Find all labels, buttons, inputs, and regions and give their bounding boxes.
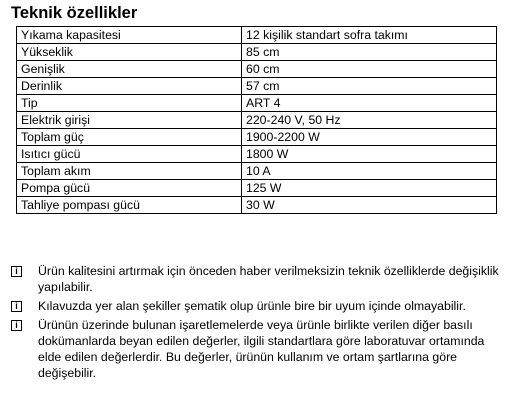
spec-label: Pompa gücü [17,180,242,197]
spec-label: Yıkama kapasitesi [17,27,242,44]
spec-value: 125 W [242,180,497,197]
spec-value: 60 cm [242,61,497,78]
spec-label: Genişlik [17,61,242,78]
page-title: Teknik özellikler [11,4,138,22]
spec-value: 10 A [242,163,497,180]
spec-value: 12 kişilik standart sofra takımı [242,27,497,44]
note-item [11,317,501,381]
spec-label: Toplam akım [17,163,242,180]
spec-value: 220-240 V, 50 Hz [242,112,497,129]
note-text: Ürün kalitesini artırmak için önceden haber verilmeksizin teknik özelliklerde değişiklik yapılabilir. [38,264,499,294]
table-row [17,146,497,163]
spec-value: 57 cm [242,78,497,95]
spec-table [16,26,497,214]
spec-value: 85 cm [242,44,497,61]
spec-label: Tip [17,95,242,112]
spec-value: 1900-2200 W [242,129,497,146]
spec-label: Tahliye pompası gücü [17,197,242,214]
table-row [17,78,497,95]
spec-label: Toplam güç [17,129,242,146]
spec-label: Yükseklik [17,44,242,61]
notes-list [11,263,501,384]
note-item [11,298,501,314]
table-row [17,180,497,197]
table-row [17,112,497,129]
info-icon: i [11,266,22,277]
spec-label: Isıtıcı gücü [17,146,242,163]
spec-label: Derinlik [17,78,242,95]
spec-label: Elektrik girişi [17,112,242,129]
table-row [17,44,497,61]
table-row [17,197,497,214]
spec-value: 1800 W [242,146,497,163]
spec-value: 30 W [242,197,497,214]
spec-value: ART 4 [242,95,497,112]
table-row [17,61,497,78]
table-row [17,27,497,44]
table-row [17,163,497,180]
table-row [17,129,497,146]
table-row [17,95,497,112]
note-text: Kılavuzda yer alan şekiller şematik olup ürünle bire bir uyum içinde olmayabilir. [38,299,466,313]
info-icon: i [11,301,22,312]
note-text: Ürünün üzerinde bulunan işaretlemelerde veya ürünle birlikte verilen diğer basılı dokümanlarda beyan edilen değerler, ilgili standartlara göre laboratuvar ortamında elde edilen değerlerdir. Bu değerler, ürünün kullanım ve ortam şartlarına göre değişebilir. [38,318,485,380]
note-item [11,263,501,295]
info-icon: i [11,320,22,331]
